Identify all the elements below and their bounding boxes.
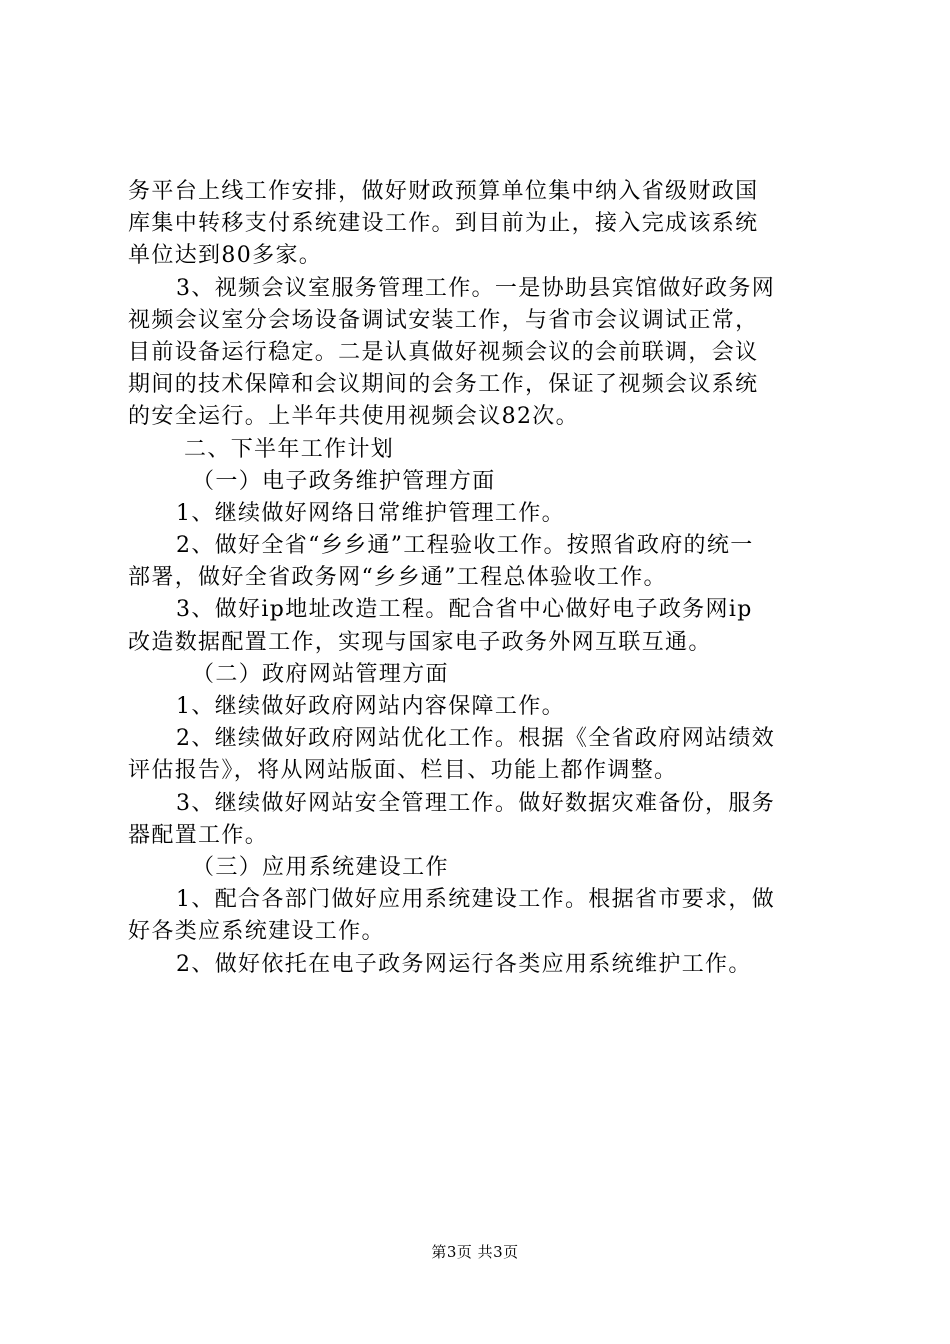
paragraph-line: 目前设备运行稳定。二是认真做好视频会议的会前联调，会议 — [128, 339, 759, 365]
paragraph-line: 的安全运行。上半年共使用视频会议82次。 — [128, 404, 579, 430]
paragraph-line: 改造数据配置工作，实现与国家电子政务外网互联互通。 — [128, 629, 712, 655]
paragraph-line: 2、做好全省“乡乡通”工程验收工作。按照省政府的统一 — [176, 533, 754, 559]
paragraph-line: 单位达到80多家。 — [128, 243, 323, 269]
subsection-heading: （一）电子政务维护管理方面 — [192, 468, 496, 494]
paragraph-line: 1、配合各部门做好应用系统建设工作。根据省市要求，做 — [176, 887, 776, 913]
paragraph-line: 器配置工作。 — [128, 822, 269, 848]
paragraph-line: 3、视频会议室服务管理工作。一是协助县宾馆做好政务网 — [176, 275, 776, 301]
paragraph-line: 3、做好ip地址改造工程。配合省中心做好电子政务网ip — [176, 597, 753, 623]
section-heading: 二、下半年工作计划 — [184, 436, 395, 462]
page-number-footer: 第3页 共3页 — [431, 1243, 519, 1261]
paragraph-line: 视频会议室分会场设备调试安装工作，与省市会议调试正常， — [128, 307, 759, 333]
paragraph-line: 库集中转移支付系统建设工作。到目前为止，接入完成该系统 — [128, 211, 759, 237]
paragraph-line: 期间的技术保障和会议期间的会务工作，保证了视频会议系统 — [128, 372, 759, 398]
paragraph-line: 评估报告》，将从网站版面、栏目、功能上都作调整。 — [128, 758, 678, 784]
subsection-heading: （三）应用系统建设工作 — [192, 854, 449, 880]
paragraph-line: 部署，做好全省政务网“乡乡通”工程总体验收工作。 — [128, 565, 667, 591]
paragraph-line: 好各类应系统建设工作。 — [128, 919, 385, 945]
paragraph-line: 3、继续做好网站安全管理工作。做好数据灾难备份，服务 — [176, 790, 776, 816]
paragraph-line: 2、做好依托在电子政务网运行各类应用系统维护工作。 — [176, 951, 752, 977]
paragraph-line: 2、继续做好政府网站优化工作。根据《全省政府网站绩效 — [176, 726, 776, 752]
subsection-heading: （二）政府网站管理方面 — [192, 661, 449, 687]
paragraph-line: 1、继续做好政府网站内容保障工作。 — [176, 694, 565, 719]
paragraph-line: 务平台上线工作安排，做好财政预算单位集中纳入省级财政国 — [128, 179, 759, 204]
paragraph-line: 1、继续做好网络日常维护管理工作。 — [176, 500, 565, 526]
document-body — [128, 176, 828, 981]
